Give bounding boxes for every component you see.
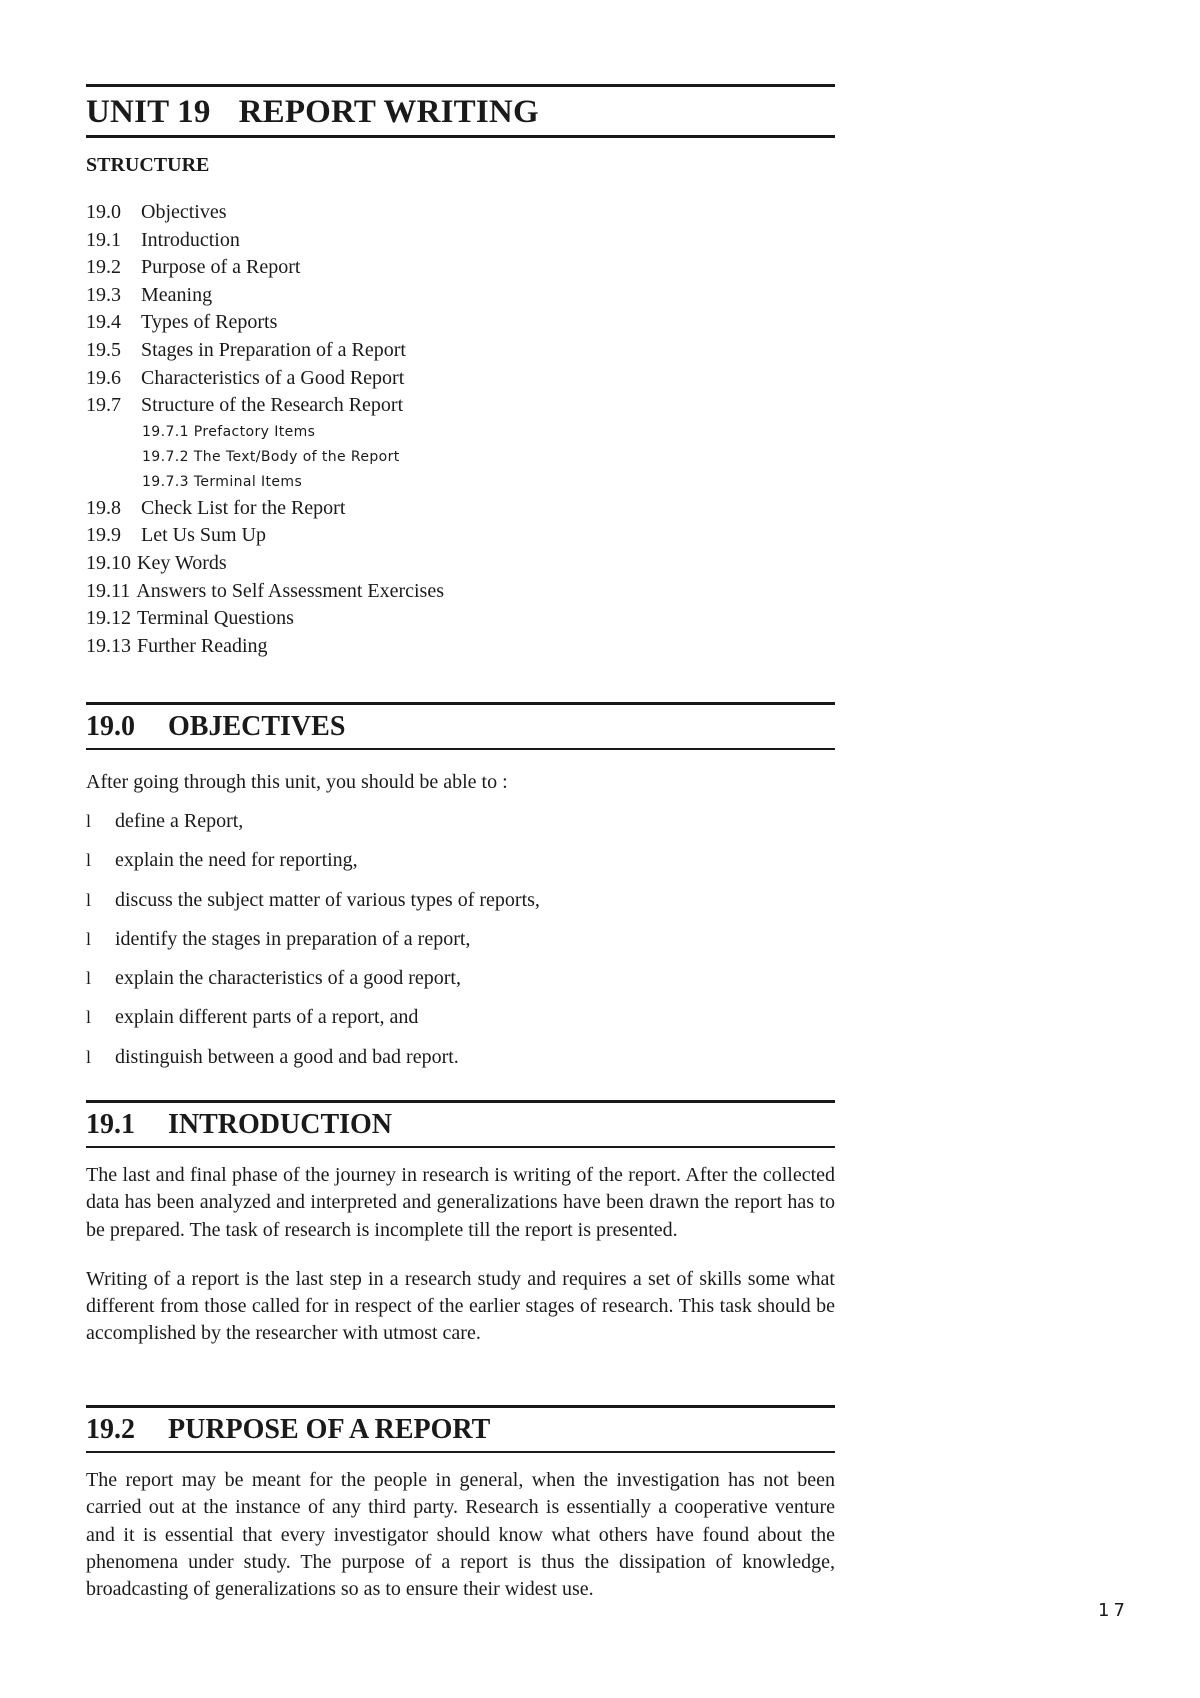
toc-text: Let Us Sum Up xyxy=(141,524,266,547)
toc-item xyxy=(86,365,835,393)
toc-item xyxy=(86,392,835,420)
toc-text: Stages in Preparation of a Report xyxy=(141,338,406,361)
toc-num: 19.10 xyxy=(86,551,131,574)
toc-text: Meaning xyxy=(141,283,213,306)
bullet-glyph: l xyxy=(86,811,92,831)
bottom-rule xyxy=(86,135,835,138)
toc-subitem: 19.7.2 The Text/Body of the Report xyxy=(142,448,400,465)
toc-item xyxy=(86,605,835,633)
toc-num: 19.9 xyxy=(86,524,121,547)
toc-item xyxy=(86,309,835,337)
toc-num: 19.2 xyxy=(86,256,121,279)
section-rule-bottom xyxy=(86,1146,835,1148)
toc-text: Introduction xyxy=(141,228,240,251)
objective-item xyxy=(86,926,835,965)
objectives-body xyxy=(86,769,835,1083)
toc-subitem: 19.7.3 Terminal Items xyxy=(142,473,303,490)
toc-num: 19.13 xyxy=(86,634,131,657)
bullet-glyph: l xyxy=(86,889,92,910)
toc-text: Purpose of a Report xyxy=(141,256,301,279)
objectives-heading xyxy=(86,702,835,750)
structure-list xyxy=(86,199,835,660)
paragraph: The report may be meant for the people in general, when the investigation has not been carried out at the instance of any third party. Research is essentially a cooperative venture and it is essential that every investigator should know what others have found about the phenomena under study. The purpose of a report is thus the dissipation of knowledge, broadcasting of generalizations so as to ensure their widest use. xyxy=(86,1469,835,1601)
toc-num: 19.11 xyxy=(86,579,131,602)
objective-item xyxy=(86,965,835,1004)
objective-item xyxy=(86,1004,835,1043)
page-number: 17 xyxy=(1098,1600,1129,1621)
toc-item xyxy=(86,254,835,282)
section-number: 19.2 xyxy=(86,1414,135,1445)
toc-item xyxy=(86,550,835,578)
toc-item xyxy=(86,495,835,523)
objective-item xyxy=(86,847,835,886)
objective-text: explain different parts of a report, and xyxy=(115,1006,419,1029)
toc-num: 19.4 xyxy=(86,311,121,334)
unit-number: UNIT 19 xyxy=(86,94,211,130)
unit-header xyxy=(86,84,835,138)
toc-subitem: 19.7.1 Prefactory Items xyxy=(142,423,316,440)
section-title xyxy=(86,1103,835,1146)
toc-item xyxy=(86,227,835,255)
objective-text: explain the need for reporting, xyxy=(115,849,358,872)
toc-item xyxy=(86,633,835,661)
objectives-intro: After going through this unit, you should be able to : xyxy=(86,771,508,793)
paragraph: The last and final phase of the journey in research is writing of the report. After the collected data has been analyzed and interpreted and generalizations have been drawn the report has to be prepared. The task of research is incomplete till the report is presented. xyxy=(86,1164,835,1241)
objective-text: discuss the subject matter of various types of reports, xyxy=(115,888,540,911)
toc-num: 19.3 xyxy=(86,283,121,306)
section-title-text: OBJECTIVES xyxy=(168,711,346,742)
bullet-glyph: l xyxy=(86,968,92,989)
purpose-heading xyxy=(86,1405,835,1453)
objective-text: identify the stages in preparation of a report, xyxy=(115,927,471,950)
toc-text: Terminal Questions xyxy=(137,607,294,630)
objective-text: define a Report, xyxy=(115,810,244,832)
objective-item xyxy=(86,1044,835,1083)
bullet-glyph: l xyxy=(86,1007,92,1028)
bullet-glyph: l xyxy=(86,850,92,871)
introduction-heading xyxy=(86,1100,835,1148)
toc-item xyxy=(86,578,835,606)
toc-item xyxy=(86,337,835,365)
toc-text: Check List for the Report xyxy=(141,496,346,519)
objective-text: distinguish between a good and bad report. xyxy=(115,1045,459,1068)
section-number: 19.0 xyxy=(86,711,135,742)
objective-text: explain the characteristics of a good report, xyxy=(115,967,461,990)
toc-num: 19.6 xyxy=(86,366,121,389)
structure-section xyxy=(86,154,835,660)
section-title-text: PURPOSE OF A REPORT xyxy=(168,1414,491,1445)
toc-num: 19.8 xyxy=(86,496,121,519)
objective-item xyxy=(86,808,835,847)
section-title xyxy=(86,1408,835,1451)
unit-title xyxy=(86,87,835,135)
toc-text: Answers to Self Assessment Exercises xyxy=(136,579,444,602)
toc-text: Objectives xyxy=(141,201,227,223)
toc-text: Types of Reports xyxy=(141,311,278,334)
toc-num: 19.12 xyxy=(86,607,131,630)
toc-num: 19.0 xyxy=(86,201,121,223)
toc-text: Characteristics of a Good Report xyxy=(141,366,405,389)
toc-text: Further Reading xyxy=(137,634,268,657)
toc-text: Key Words xyxy=(137,551,227,574)
toc-item xyxy=(86,199,835,227)
toc-item xyxy=(86,282,835,310)
toc-num: 19.7 xyxy=(86,394,121,417)
section-rule-bottom xyxy=(86,748,835,750)
bullet-glyph: l xyxy=(86,928,92,949)
section-title-text: INTRODUCTION xyxy=(168,1109,393,1140)
introduction-body xyxy=(86,1162,835,1348)
purpose-body xyxy=(86,1467,835,1603)
toc-num: 19.1 xyxy=(86,228,121,251)
toc-num: 19.5 xyxy=(86,338,121,361)
objectives-list xyxy=(86,808,835,1083)
toc-text: Structure of the Research Report xyxy=(141,394,404,417)
section-number: 19.1 xyxy=(86,1109,135,1140)
bullet-glyph: l xyxy=(86,1046,92,1067)
toc-item xyxy=(86,522,835,550)
paragraph: Writing of a report is the last step in a research study and requires a set of skills some what different from those called for in respect of the earlier stages of research. This task should be accomplished by the researcher with utmost care. xyxy=(86,1267,835,1345)
unit-title-text: REPORT WRITING xyxy=(238,94,539,130)
objective-item xyxy=(86,887,835,926)
section-title xyxy=(86,705,835,748)
structure-label: STRUCTURE xyxy=(86,154,210,176)
section-rule-bottom xyxy=(86,1451,835,1453)
